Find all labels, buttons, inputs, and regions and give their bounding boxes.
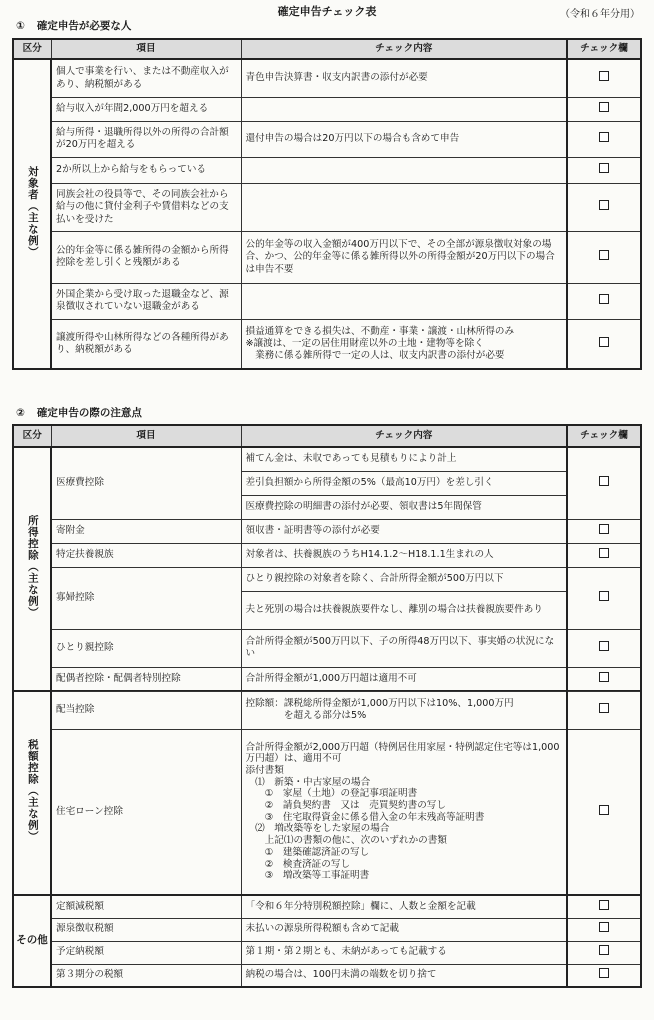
row-item: 外国企業から受け取った退職金など、源泉徴収されていない退職金がある xyxy=(51,283,241,319)
checkbox[interactable] xyxy=(599,102,609,112)
table-row xyxy=(13,691,641,729)
section2-number: ② xyxy=(16,407,25,419)
row-content: ひとり親控除の対象者を除く、合計所得金額が500万円以下 xyxy=(241,567,567,591)
check-cell[interactable] xyxy=(567,667,641,691)
check-cell[interactable] xyxy=(567,59,641,97)
table-row xyxy=(13,157,641,183)
checkbox[interactable] xyxy=(599,805,609,815)
row-item: 個人で事業を行い、または不動産収入があり、納税額がある xyxy=(51,59,241,97)
table-row xyxy=(13,964,641,987)
col-content: チェック内容 xyxy=(241,39,567,59)
check-cell[interactable] xyxy=(567,895,641,918)
row-content: 合計所得金額が1,000万円超は適用不可 xyxy=(241,667,567,691)
table-row xyxy=(13,59,641,97)
check-cell[interactable] xyxy=(567,157,641,183)
check-cell[interactable] xyxy=(567,543,641,567)
col-check: チェック欄 xyxy=(567,39,641,59)
row-content: 納税の場合は、100円未満の端数を切り捨て xyxy=(241,964,567,987)
check-cell[interactable] xyxy=(567,519,641,543)
check-cell[interactable] xyxy=(567,319,641,369)
checkbox[interactable] xyxy=(599,591,609,601)
table-row xyxy=(13,283,641,319)
checkbox[interactable] xyxy=(599,922,609,932)
check-cell[interactable] xyxy=(567,97,641,121)
row-content: 医療費控除の明細書の添付が必要、領収書は5年間保管 xyxy=(241,495,567,519)
table-row xyxy=(13,729,641,895)
checkbox[interactable] xyxy=(599,945,609,955)
row-content xyxy=(241,183,567,231)
row-item: 特定扶養親族 xyxy=(51,543,241,567)
row-content xyxy=(241,283,567,319)
section1-heading xyxy=(16,18,131,33)
row-item: 公的年金等に係る雑所得の金額から所得控除を差し引くと残額がある xyxy=(51,231,241,283)
table-row xyxy=(13,918,641,941)
section2-header-row xyxy=(13,425,641,447)
section1-title: 確定申告が必要な人 xyxy=(36,20,132,32)
checkbox[interactable] xyxy=(599,132,609,142)
check-cell[interactable] xyxy=(567,918,641,941)
row-item: 配偶者控除・配偶者特別控除 xyxy=(51,667,241,691)
checkbox[interactable] xyxy=(599,476,609,486)
row-content: 控除額：課税総所得金額が1,000万円以下は10%、1,000万円 を超える部分は5% xyxy=(241,691,567,729)
check-cell[interactable] xyxy=(567,964,641,987)
table-row xyxy=(13,629,641,667)
other-category: その他 xyxy=(13,895,51,987)
row-item: 寡婦控除 xyxy=(51,567,241,629)
check-cell[interactable] xyxy=(567,283,641,319)
table-row xyxy=(13,895,641,918)
row-item: 同族会社の役員等で、その同族会社から給与の他に貸付金利子や賃借料などの支払いを受けた xyxy=(51,183,241,231)
check-cell[interactable] xyxy=(567,567,641,629)
check-cell[interactable] xyxy=(567,629,641,667)
checkbox[interactable] xyxy=(599,900,609,910)
table-row xyxy=(13,543,641,567)
year-label: （令和６年分用） xyxy=(560,9,640,20)
row-content: 還付申告の場合は20万円以下の場合も含めて申告 xyxy=(241,121,567,157)
income-deduction-category: 所得控除（主な例） xyxy=(13,447,51,691)
page-title: 確定申告チェック表 xyxy=(277,5,377,18)
table-row xyxy=(13,183,641,231)
row-content: 領収書・証明書等の添付が必要 xyxy=(241,519,567,543)
row-content: 夫と死別の場合は扶養親族要件なし、離別の場合は扶養親族要件あり xyxy=(241,591,567,629)
row-content: 合計所得金額が500万円以下、子の所得48万円以下、事実婚の状況にない xyxy=(241,629,567,667)
checkbox[interactable] xyxy=(599,250,609,260)
tax-credit-category: 税額控除（主な例） xyxy=(13,691,51,895)
row-item: 配当控除 xyxy=(51,691,241,729)
row-content xyxy=(241,157,567,183)
col-content: チェック内容 xyxy=(241,425,567,447)
row-item: 譲渡所得や山林所得などの各種所得があり、納税額がある xyxy=(51,319,241,369)
row-item: 給与所得・退職所得以外の所得の合計額が20万円を超える xyxy=(51,121,241,157)
row-content: 対象者は、扶養親族のうちH14.1.2～H18.1.1生まれの人 xyxy=(241,543,567,567)
table-row xyxy=(13,667,641,691)
row-item: 医療費控除 xyxy=(51,447,241,519)
section1-header-row xyxy=(13,39,641,59)
table-row xyxy=(13,121,641,157)
check-cell[interactable] xyxy=(567,183,641,231)
row-content: 損益通算をできる損失は、不動産・事業・譲渡・山林所得のみ ※譲渡は、一定の居住用財産以外の土地・建物等を除く 業務に係る雑所得で一定の人は、収支内訳書の添付が必要 xyxy=(241,319,567,369)
row-content: 「令和６年分特別税額控除」欄に、人数と金額を記載 xyxy=(241,895,567,918)
check-cell[interactable] xyxy=(567,121,641,157)
section1-number: ① xyxy=(16,20,25,32)
check-cell[interactable] xyxy=(567,941,641,964)
col-item: 項目 xyxy=(51,39,241,59)
table-row xyxy=(13,97,641,121)
table-row xyxy=(13,941,641,964)
row-content: 合計所得金額が2,000万円超（特例居住用家屋・特例認定住宅等は1,000万円超）は、適用不可 添付書類 ⑴ 新築・中古家屋の場合 ① 家屋（土地）の登記事項証明書 ② 請負契約書 又は 売買契約書の写し ③ 住宅取得資金に係る借入金の年末残高等証明書 ⑵ 増改築等をした家屋の場合 上記⑴の書類の他に、次のいずれかの書類 ① 建築確認済証の写し ② 検査済証の写し ③ 増改築等工事証明書 xyxy=(241,729,567,895)
col-category: 区分 xyxy=(13,39,51,59)
row-item: 給与収入が年間2,000万円を超える xyxy=(51,97,241,121)
row-item: 2か所以上から給与をもらっている xyxy=(51,157,241,183)
row-item: 定額減税額 xyxy=(51,895,241,918)
section2-title: 確定申告の際の注意点 xyxy=(36,407,142,419)
check-cell[interactable] xyxy=(567,691,641,729)
row-content: 未払いの源泉所得税額も含めて記載 xyxy=(241,918,567,941)
section2-table xyxy=(12,424,642,988)
table-row xyxy=(13,319,641,369)
section2-heading xyxy=(16,405,142,420)
table-row xyxy=(13,231,641,283)
checkbox[interactable] xyxy=(599,524,609,534)
checkbox[interactable] xyxy=(599,294,609,304)
col-item: 項目 xyxy=(51,425,241,447)
col-check: チェック欄 xyxy=(567,425,641,447)
table-row xyxy=(13,567,641,591)
checkbox[interactable] xyxy=(599,71,609,81)
checkbox[interactable] xyxy=(599,968,609,978)
row-item: 寄附金 xyxy=(51,519,241,543)
table-row xyxy=(13,447,641,471)
check-cell[interactable] xyxy=(567,729,641,895)
section1-table xyxy=(12,38,642,370)
checkbox[interactable] xyxy=(599,200,609,210)
checkbox[interactable] xyxy=(599,548,609,558)
check-cell[interactable] xyxy=(567,231,641,283)
row-content xyxy=(241,97,567,121)
row-content: 差引負担額から所得金額の5%（最高10万円）を差し引く xyxy=(241,471,567,495)
checkbox[interactable] xyxy=(599,163,609,173)
checkbox[interactable] xyxy=(599,641,609,651)
row-item: 源泉徴収税額 xyxy=(51,918,241,941)
row-content: 公的年金等の収入金額が400万円以下で、その全部が源泉徴収対象の場合、かつ、公的年金等に係る雑所得以外の所得金額が20万円以下の場合は申告不要 xyxy=(241,231,567,283)
row-item: 住宅ローン控除 xyxy=(51,729,241,895)
check-cell[interactable] xyxy=(567,447,641,519)
row-content: 第１期・第２期とも、未納があっても記載する xyxy=(241,941,567,964)
checkbox[interactable] xyxy=(599,672,609,682)
checkbox[interactable] xyxy=(599,703,609,713)
row-content: 青色申告決算書・収支内訳書の添付が必要 xyxy=(241,59,567,97)
checkbox[interactable] xyxy=(599,337,609,347)
row-content: 補てん金は、未収であっても見積もりにより計上 xyxy=(241,447,567,471)
row-item: 第３期分の税額 xyxy=(51,964,241,987)
row-item: 予定納税額 xyxy=(51,941,241,964)
row-item: ひとり親控除 xyxy=(51,629,241,667)
table-row xyxy=(13,519,641,543)
section1-category: 対象者（主な例） xyxy=(13,59,51,369)
col-category: 区分 xyxy=(13,425,51,447)
